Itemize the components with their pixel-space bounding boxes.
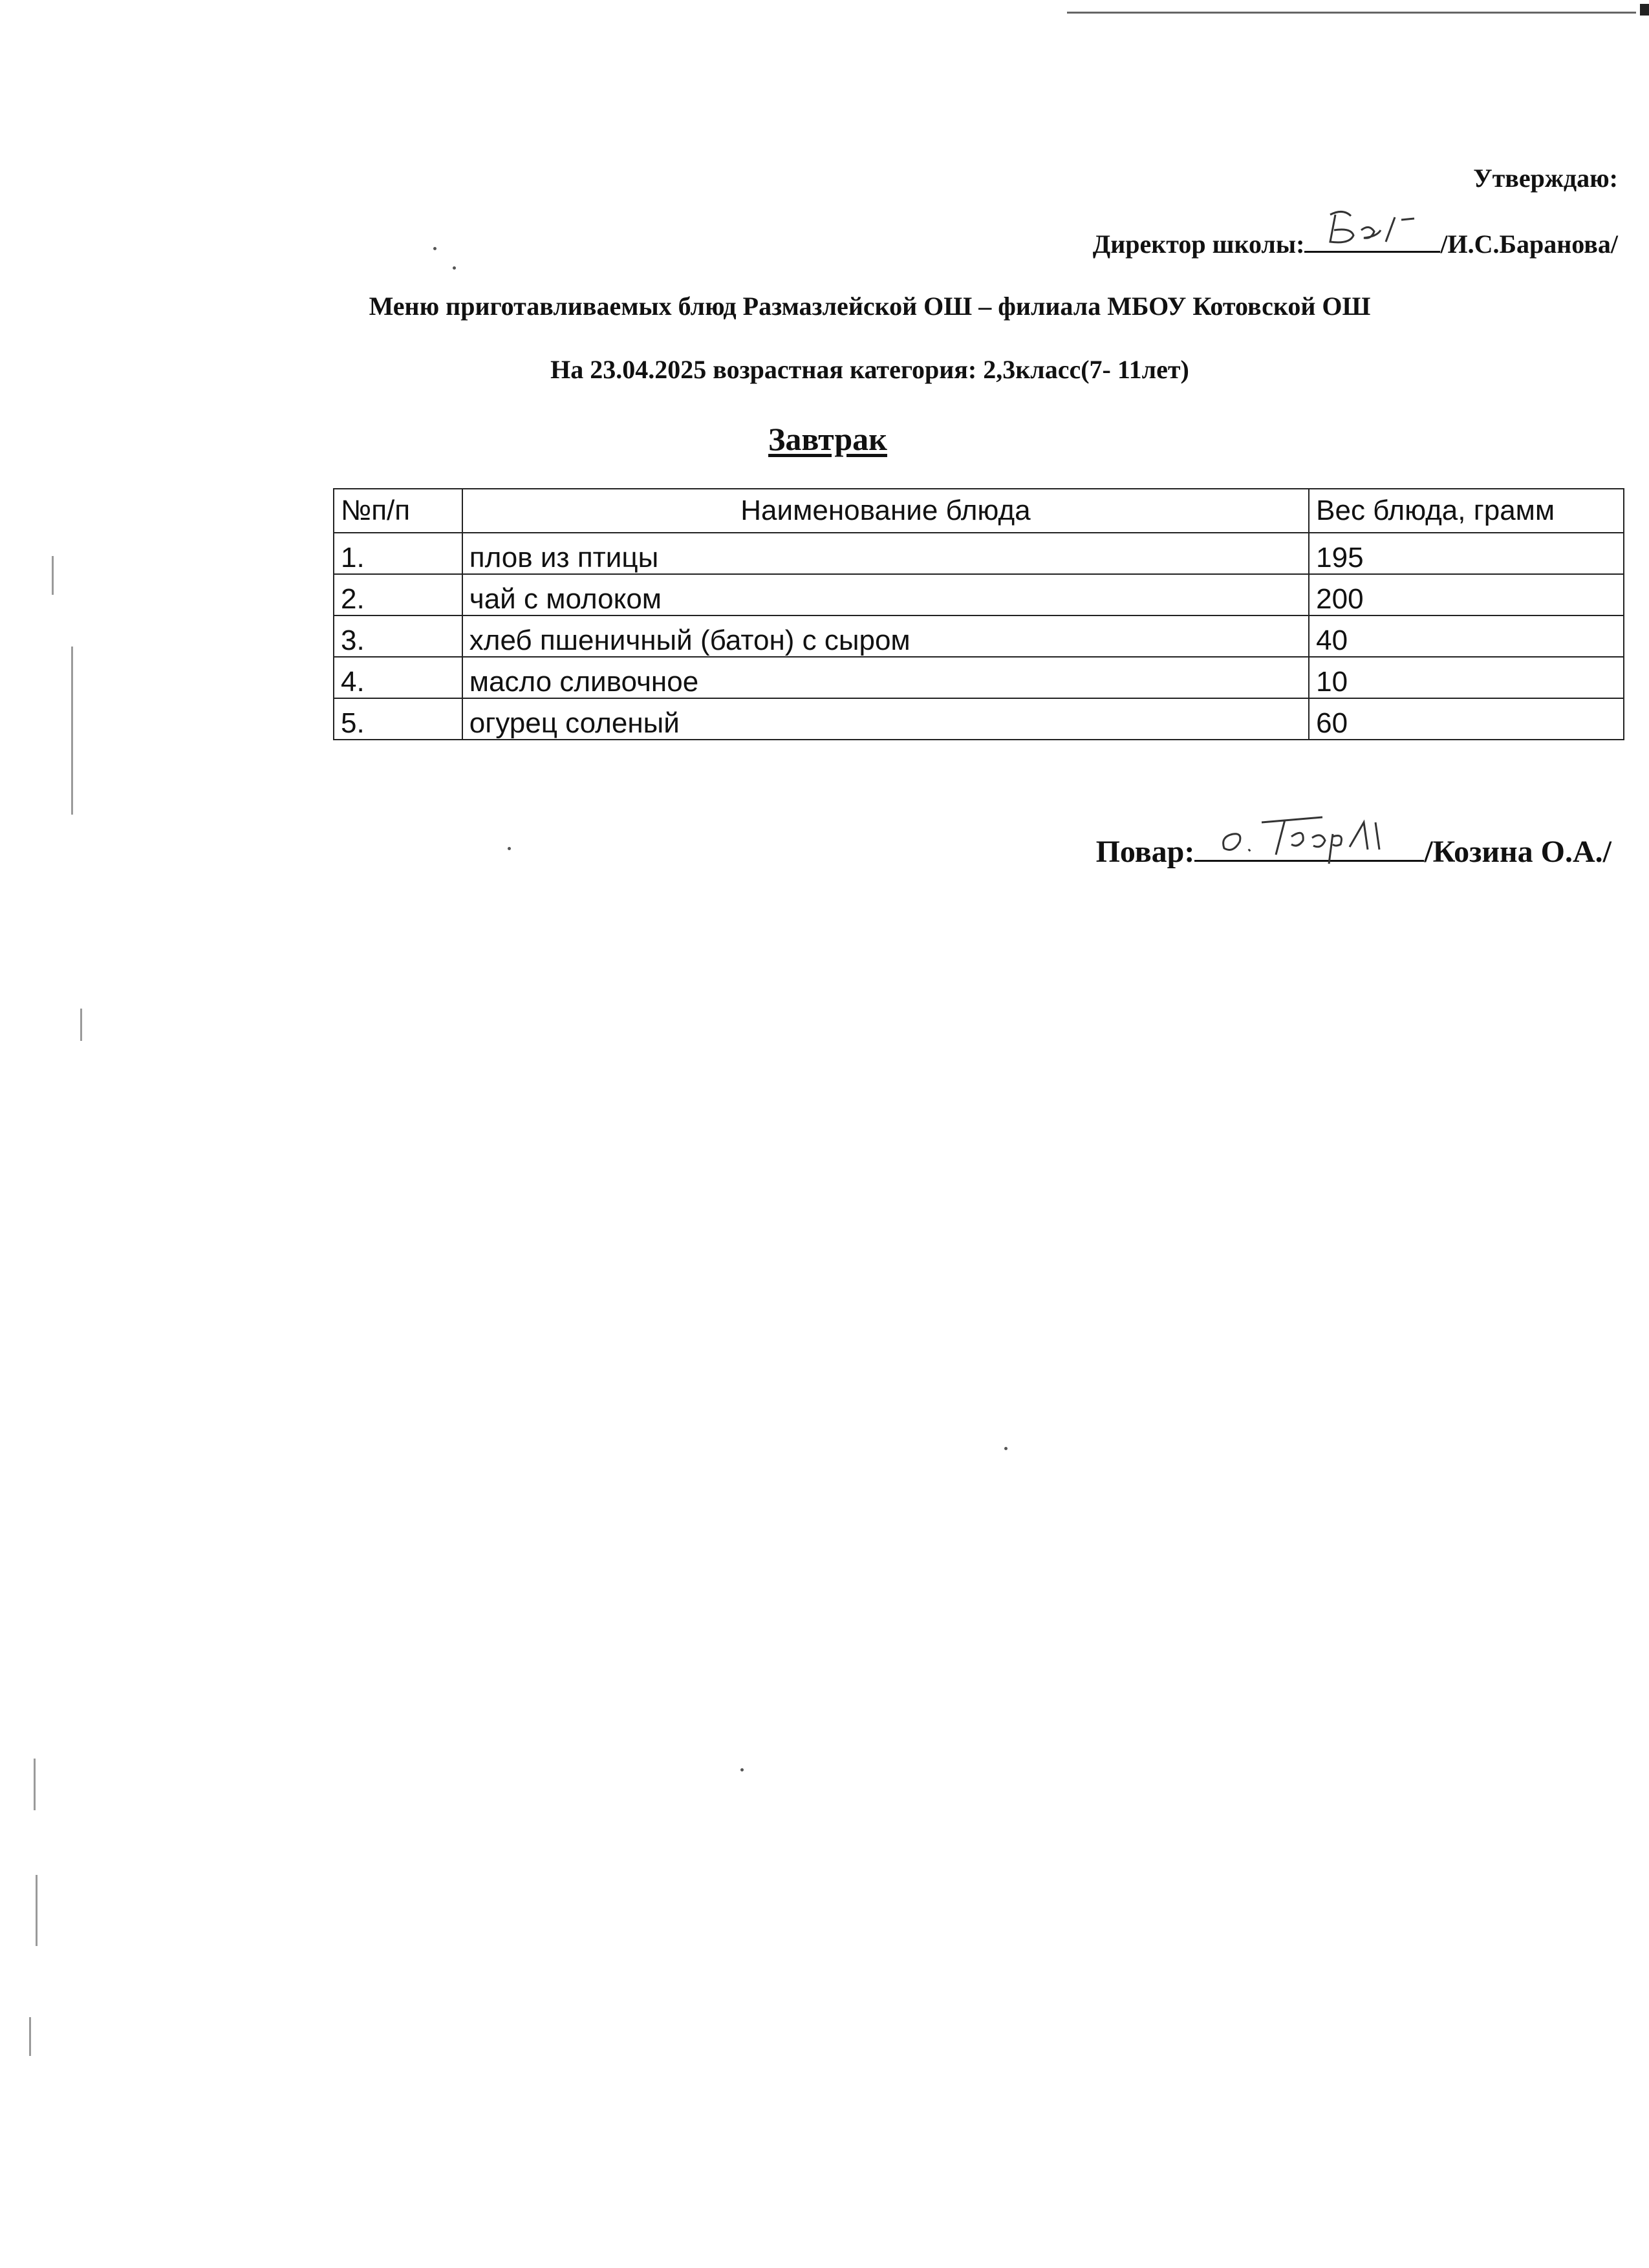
director-signature-image: [1304, 202, 1440, 253]
table-row: [334, 574, 1624, 615]
scan-artifact-edge: [36, 1875, 38, 1946]
menu-table: [333, 488, 1624, 740]
cook-signature-image: [1194, 808, 1427, 866]
date-category-line: На 23.04.2025 возрастная категория: 2,3класс(7- 11лет): [550, 355, 1189, 384]
scan-artifact-speck: [453, 266, 456, 270]
scan-artifact-speck: [433, 247, 436, 250]
cook-signature-line: [1194, 834, 1424, 862]
row-dish-name: масло сливочное: [462, 657, 1309, 698]
table-row: [334, 533, 1624, 574]
table-row: [334, 698, 1624, 740]
row-number: 2.: [334, 574, 462, 615]
row-number: 1.: [334, 533, 462, 574]
row-dish-name: чай с молоком: [462, 574, 1309, 615]
scan-artifact-edge: [80, 1009, 82, 1041]
director-signature-line: [1304, 228, 1440, 253]
scan-artifact-edge: [52, 556, 54, 595]
header-dish-name: Наименование блюда: [462, 489, 1309, 533]
row-weight: 10: [1309, 657, 1624, 698]
director-line: [1093, 228, 1618, 259]
header-number: №п/п: [334, 489, 462, 533]
row-dish-name: хлеб пшеничный (батон) с сыром: [462, 615, 1309, 657]
cook-name: /Козина О.А./: [1424, 835, 1611, 869]
scan-artifact-speck: [508, 847, 511, 850]
scan-artifact-speck: [740, 1768, 744, 1771]
scan-artifact-edge: [29, 2017, 31, 2056]
table-row: [334, 615, 1624, 657]
scan-artifact-line: [1067, 12, 1636, 14]
header-weight: Вес блюда, грамм: [1309, 489, 1624, 533]
row-dish-name: огурец соленый: [462, 698, 1309, 740]
director-name: /И.С.Баранова/: [1440, 230, 1618, 259]
director-label: Директор школы:: [1092, 230, 1305, 259]
scan-artifact-speck: [1004, 1447, 1008, 1450]
cook-label: Повар:: [1095, 835, 1195, 869]
row-weight: 40: [1309, 615, 1624, 657]
row-number: 3.: [334, 615, 462, 657]
scan-artifact-corner: [1640, 4, 1649, 16]
row-number: 5.: [334, 698, 462, 740]
row-weight: 195: [1309, 533, 1624, 574]
row-dish-name: плов из птицы: [462, 533, 1309, 574]
approve-title: Утверждаю:: [1473, 164, 1618, 193]
meal-title: Завтрак: [768, 421, 887, 457]
row-weight: 200: [1309, 574, 1624, 615]
cook-line: [1096, 834, 1611, 870]
menu-title: Меню приготавливаемых блюд Размазлейской ОШ – филиала МБОУ Котовской ОШ: [369, 292, 1371, 321]
scan-artifact-edge: [71, 647, 73, 815]
scan-artifact-edge: [34, 1759, 36, 1810]
row-weight: 60: [1309, 698, 1624, 740]
row-number: 4.: [334, 657, 462, 698]
table-header-row: [334, 489, 1624, 533]
table-row: [334, 657, 1624, 698]
